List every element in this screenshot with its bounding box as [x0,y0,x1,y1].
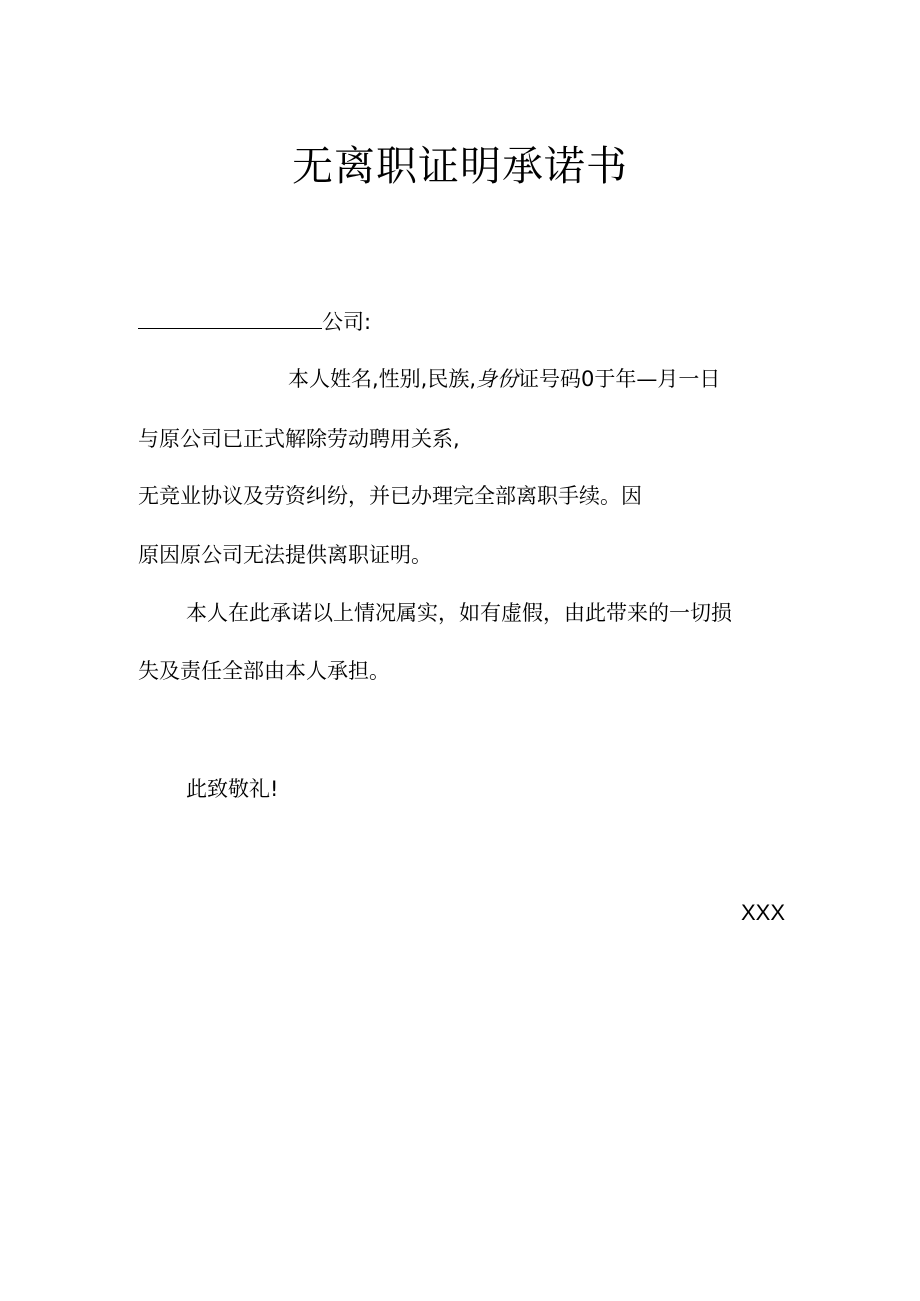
paragraph1-line1-part-a: 本人姓名,性别,民族, [288,367,477,391]
salutation-line [138,306,371,337]
signature: XXX [740,900,785,925]
paragraph1-line4: 原因原公司无法提供离职证明。 [138,543,432,567]
closing-line: 此致敬礼! [186,777,279,801]
paragraph1-line1-part-b: 证号码0于年—月一日 [518,367,721,391]
paragraph1-line3: 无竞业协议及劳资纠纷，并已办理完全部离职手续。因 [138,484,642,508]
salutation-suffix: 公司: [322,310,372,334]
paragraph2-line1: 本人在此承诺以上情况属实，如有虚假，由此带来的一切损 [186,601,732,625]
company-name-blank [138,306,322,329]
paragraph1-line2: 与原公司已正式解除劳动聘用关系, [138,427,460,451]
paragraph1-line1-italic: 身份 [476,367,519,391]
document-title: 无离职证明承诺书 [292,142,628,190]
paragraph2-line2: 失及责任全部由本人承担。 [138,659,390,683]
paragraph1-line1 [288,364,720,394]
